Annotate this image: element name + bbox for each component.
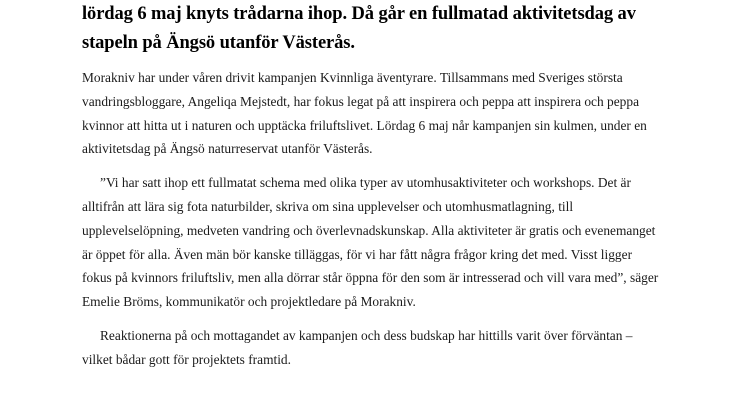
article-paragraph: Morakniv har under våren drivit kampanjen Kvinnliga äventyrare. Tillsammans med Sveriges största vandringsbloggare, Angeliqa Mejstedt, har fokus legat på att inspirera och peppa att inspirera och peppa kvinnor att hitta ut i naturen och upptäcka friluftslivet. Lördag 6 maj når kampanjen sin kulmen, under en aktivitetsdag på Ängsö naturreservat utanför Västerås. bbox=[82, 70, 647, 157]
article-headline: lördag 6 maj knyts trådarna ihop. Då går en fullmatad aktivitetsdag av stapeln på Ängsö utanför Västerås. bbox=[82, 4, 636, 53]
article-paragraph-quote: ”Vi har satt ihop ett fullmatat schema med olika typer av utomhusaktiviteter och workshops. Det är alltifrån att lära sig fota naturbilder, skriva om sina upplevelser och utomhusmatlagning, till upplevelselöpning, medveten vandring och överlevnadskunskap. Alla aktiviteter är gratis och evenemanget är öppet för alla. Även män bör kanske tilläggas, för vi har fått några frågor kring det med. Visst ligger fokus på kvinnors friluftsliv, men alla dörrar står öppna för den som är intresserad och vill vara med”, säger Emelie Bröms, kommunikatör och projektledare på Morakniv. bbox=[82, 175, 659, 310]
article bbox=[82, 0, 662, 372]
article-paragraph: Reaktionerna på och mottagandet av kampanjen och dess budskap har hittills varit över förväntan – vilket bådar gott för projektets framtid. bbox=[82, 327, 633, 367]
